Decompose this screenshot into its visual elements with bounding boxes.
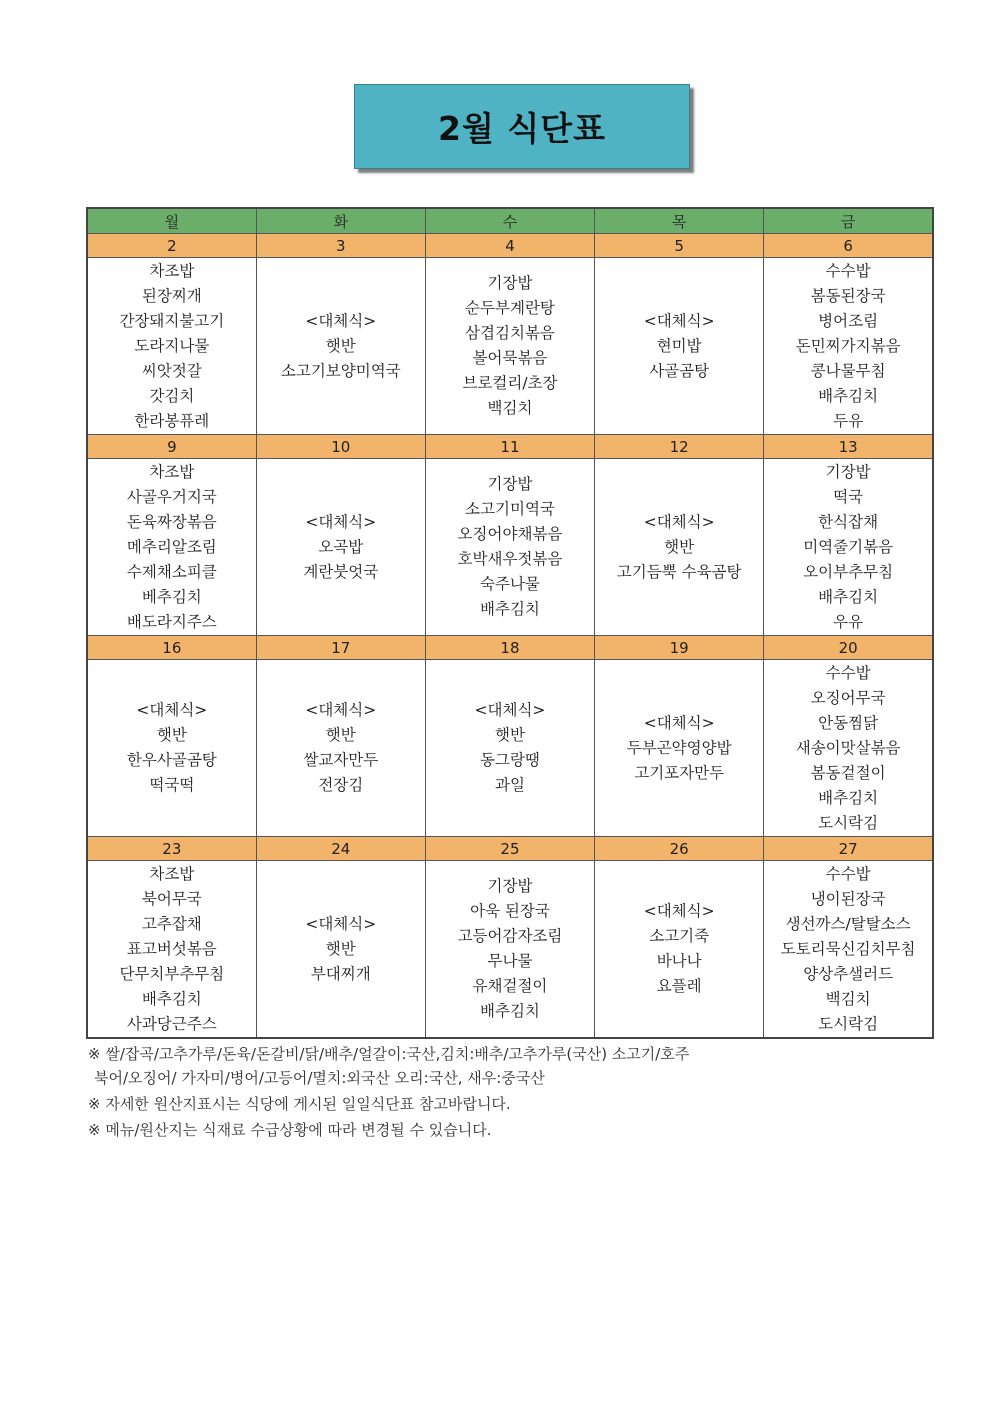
menu-item: 햇반 (325, 939, 356, 958)
menu-item: 기장밥 (487, 475, 533, 493)
menu-item: 떡국 (833, 487, 864, 506)
menu-item: 오곡밥 (318, 537, 364, 556)
weekday-header: 화 (256, 208, 425, 234)
menu-item: <대체식> (305, 701, 377, 719)
menu-item-list (764, 459, 932, 635)
date-cell: 13 (764, 435, 933, 459)
origin-notes (88, 1042, 948, 1142)
date-cell: 12 (595, 435, 764, 459)
date-cell: 11 (425, 435, 594, 459)
menu-item: 삼겹김치볶음 (465, 324, 555, 342)
menu-item: 사골곰탕 (649, 361, 710, 380)
day-menu-cell (764, 258, 933, 435)
menu-item: 유채겉절이 (472, 977, 548, 995)
menu-item: 도라지나물 (134, 336, 210, 355)
menu-item: 두부곤약영양밥 (626, 738, 732, 757)
menu-item-list (595, 258, 763, 434)
menu-item: 고추잡채 (141, 914, 202, 933)
menu-item: 미역줄기볶음 (803, 537, 894, 556)
date-cell: 6 (764, 234, 933, 258)
menu-item: 도시락김 (818, 1014, 879, 1033)
menu-item: 봄동겉절이 (810, 763, 886, 782)
menu-item: 단무치부추무침 (119, 964, 225, 983)
menu-item: 브로컬리/초장 (462, 374, 558, 392)
menu-item: 수수밥 (825, 261, 871, 280)
menu-item: 무나물 (487, 952, 533, 970)
menu-item: 사골우거지국 (126, 487, 217, 506)
date-cell: 2 (87, 234, 256, 258)
page-title: 2월 식단표 (438, 109, 606, 148)
date-cell: 24 (256, 837, 425, 861)
day-menu-cell (595, 861, 764, 1039)
day-menu-cell (425, 459, 594, 636)
menu-item: 병어조림 (818, 311, 879, 330)
menu-item: 북어무국 (141, 889, 202, 908)
menu-item: 숙주나물 (480, 575, 540, 593)
menu-item: 전장김 (318, 776, 364, 794)
menu-item: <대체식> (305, 512, 377, 531)
menu-item: 돈육짜장볶음 (126, 512, 217, 531)
menu-item: 차조밥 (149, 864, 195, 883)
menu-item: 한우사골곰탕 (126, 751, 217, 769)
date-row (87, 234, 933, 258)
menu-item-list (257, 861, 425, 1037)
menu-item: 기장밥 (825, 462, 871, 481)
date-cell: 20 (764, 636, 933, 660)
date-cell: 5 (595, 234, 764, 258)
day-menu-cell (764, 861, 933, 1039)
menu-row (87, 660, 933, 837)
menu-item: 한식잡채 (818, 512, 879, 531)
note-line: ※ 자세한 원산지표시는 식당에 게시된 일일식단표 참고바랍니다. (88, 1095, 511, 1113)
menu-item: 수수밥 (825, 663, 871, 682)
date-cell: 9 (87, 435, 256, 459)
menu-item-list (595, 660, 763, 836)
day-menu-cell (595, 459, 764, 636)
menu-item: 콩나물무침 (810, 361, 886, 380)
menu-item-list (426, 258, 594, 434)
date-cell: 19 (595, 636, 764, 660)
date-cell: 4 (425, 234, 594, 258)
menu-item-list (88, 459, 256, 635)
menu-item: 메추리알조림 (126, 537, 217, 556)
menu-item: 배추김치 (818, 587, 879, 606)
menu-item: <대체식> (136, 701, 208, 719)
menu-item: 소고기죽 (649, 927, 710, 945)
weekday-header: 수 (425, 208, 594, 234)
menu-item: 베추김치 (141, 587, 202, 606)
day-menu-cell (764, 459, 933, 636)
weekday-header: 금 (764, 208, 933, 234)
menu-item: <대체식> (305, 914, 377, 933)
menu-item: 배추김치 (480, 1002, 540, 1020)
menu-item: 한라봉퓨레 (134, 411, 210, 430)
day-menu-cell (425, 660, 594, 837)
day-menu-cell (595, 258, 764, 435)
menu-item: 씨앗젓갈 (141, 361, 202, 380)
menu-item-list (88, 660, 256, 836)
menu-item: 안동찜닭 (818, 713, 879, 732)
menu-item-list (426, 861, 594, 1037)
menu-item: 아욱 된장국 (470, 902, 550, 920)
menu-item: 바나나 (656, 952, 702, 970)
date-row (87, 837, 933, 861)
menu-item: 사과당근주스 (126, 1014, 217, 1033)
day-menu-cell (87, 660, 256, 837)
menu-item: 백김치 (487, 399, 533, 417)
date-cell: 17 (256, 636, 425, 660)
day-menu-cell (87, 459, 256, 636)
menu-item: 햇반 (325, 336, 356, 355)
menu-item: 도시락김 (818, 813, 879, 832)
menu-item: <대체식> (474, 701, 546, 719)
menu-item: 양상추샐러드 (803, 964, 894, 983)
menu-item: 우유 (833, 612, 864, 631)
date-cell: 23 (87, 837, 256, 861)
menu-item: 오이부추무침 (803, 562, 894, 581)
menu-item: 볼어묵볶음 (472, 349, 548, 367)
menu-item-list (257, 459, 425, 635)
menu-item: 냉이된장국 (810, 889, 886, 908)
weekday-header: 목 (595, 208, 764, 234)
menu-item-list (764, 258, 932, 434)
menu-item: 기장밥 (487, 274, 533, 292)
menu-item: 햇반 (494, 726, 525, 744)
menu-item-list (257, 258, 425, 434)
date-cell: 10 (256, 435, 425, 459)
menu-row (87, 459, 933, 636)
menu-item: <대체식> (643, 311, 715, 330)
menu-item-list (426, 660, 594, 836)
day-menu-cell (425, 861, 594, 1039)
day-menu-cell (425, 258, 594, 435)
menu-item: 순두부계란탕 (465, 299, 555, 317)
date-cell: 16 (87, 636, 256, 660)
menu-item: 새송이맛살볶음 (795, 738, 901, 757)
menu-item-list (595, 459, 763, 635)
menu-item: 오징어야채볶음 (457, 525, 563, 543)
menu-item: 배도라지주스 (126, 612, 217, 631)
menu-item: 햇반 (664, 537, 695, 556)
menu-item: 된장찌개 (141, 286, 202, 305)
date-row (87, 636, 933, 660)
note-line: ※ 쌀/잡곡/고추가루/돈육/돈갈비/닭/배추/얼갈이:국산,김치:배추/고추가루(국산) 소고기/호주 (88, 1045, 690, 1063)
menu-item: <대체식> (643, 713, 715, 732)
date-cell: 27 (764, 837, 933, 861)
day-menu-cell (256, 660, 425, 837)
menu-item: 소고기보양미역국 (280, 361, 401, 380)
menu-item: 표고버섯볶음 (126, 939, 217, 958)
menu-item: 배추김치 (480, 600, 540, 618)
menu-row (87, 258, 933, 435)
menu-item: 현미밥 (656, 336, 702, 355)
menu-item: <대체식> (643, 902, 715, 920)
day-menu-cell (256, 258, 425, 435)
meal-calendar-table (86, 207, 934, 1039)
day-menu-cell (256, 861, 425, 1039)
menu-item: 차조밥 (149, 261, 195, 280)
menu-item-list (595, 861, 763, 1037)
menu-item: 동그랑땡 (480, 751, 540, 769)
menu-item: 봄동된장국 (810, 286, 886, 305)
date-cell: 25 (425, 837, 594, 861)
meal-calendar-body (87, 234, 933, 1039)
menu-item: 소고기미역국 (465, 500, 555, 518)
menu-item: <대체식> (643, 512, 715, 531)
menu-item: 요플레 (656, 977, 702, 995)
menu-item: 갓김치 (149, 386, 195, 405)
weekday-header-row (87, 208, 933, 234)
note-line: 북어/오징어/ 가자미/병어/고등어/멸치:외국산 오리:국산, 새우:중국산 (94, 1069, 545, 1087)
menu-item: 호박새우젓볶음 (457, 550, 563, 568)
menu-item: 고기포자만두 (634, 763, 725, 782)
menu-item: 떡국떡 (149, 776, 195, 794)
day-menu-cell (87, 258, 256, 435)
menu-item: 생선까스/탈탈소스 (785, 914, 911, 933)
date-cell: 3 (256, 234, 425, 258)
menu-item: 고기듬뿍 수육곰탕 (616, 562, 742, 581)
day-menu-cell (87, 861, 256, 1039)
menu-item: 배추김치 (141, 989, 202, 1008)
weekday-header: 월 (87, 208, 256, 234)
menu-item: 기장밥 (487, 877, 533, 895)
note-line: ※ 메뉴/원산지는 식재료 수급상황에 따라 변경될 수 있습니다. (88, 1121, 492, 1139)
day-menu-cell (595, 660, 764, 837)
menu-item: 간장돼지불고기 (119, 311, 225, 330)
date-cell: 26 (595, 837, 764, 861)
menu-item: 오징어무국 (810, 688, 886, 707)
menu-item: 돈민찌가지볶음 (795, 336, 901, 355)
menu-item: 두유 (833, 411, 864, 430)
menu-item: 배추김치 (818, 386, 879, 405)
menu-item: 수제채소피클 (126, 562, 217, 581)
title-box (354, 84, 690, 169)
date-row (87, 435, 933, 459)
menu-item: 배추김치 (818, 788, 879, 807)
day-menu-cell (764, 660, 933, 837)
menu-item: 도토리묵신김치무침 (780, 939, 916, 958)
menu-item: 계란붓엇국 (303, 562, 379, 581)
menu-row (87, 861, 933, 1039)
menu-item: 차조밥 (149, 462, 195, 481)
menu-item-list (88, 861, 256, 1037)
menu-item: 과일 (494, 776, 525, 794)
menu-item-list (764, 660, 932, 836)
menu-item: 부대찌개 (310, 964, 371, 983)
menu-item-list (764, 861, 932, 1037)
menu-item-list (257, 660, 425, 836)
menu-item: 고등어감자조림 (457, 927, 563, 945)
menu-item: <대체식> (305, 311, 377, 330)
menu-item-list (426, 459, 594, 635)
menu-item: 햇반 (325, 726, 356, 744)
menu-item-list (88, 258, 256, 434)
menu-item: 백김치 (825, 989, 871, 1008)
day-menu-cell (256, 459, 425, 636)
menu-item: 수수밥 (825, 864, 871, 883)
menu-item: 햇반 (156, 726, 187, 744)
date-cell: 18 (425, 636, 594, 660)
menu-item: 쌀교자만두 (303, 751, 379, 769)
